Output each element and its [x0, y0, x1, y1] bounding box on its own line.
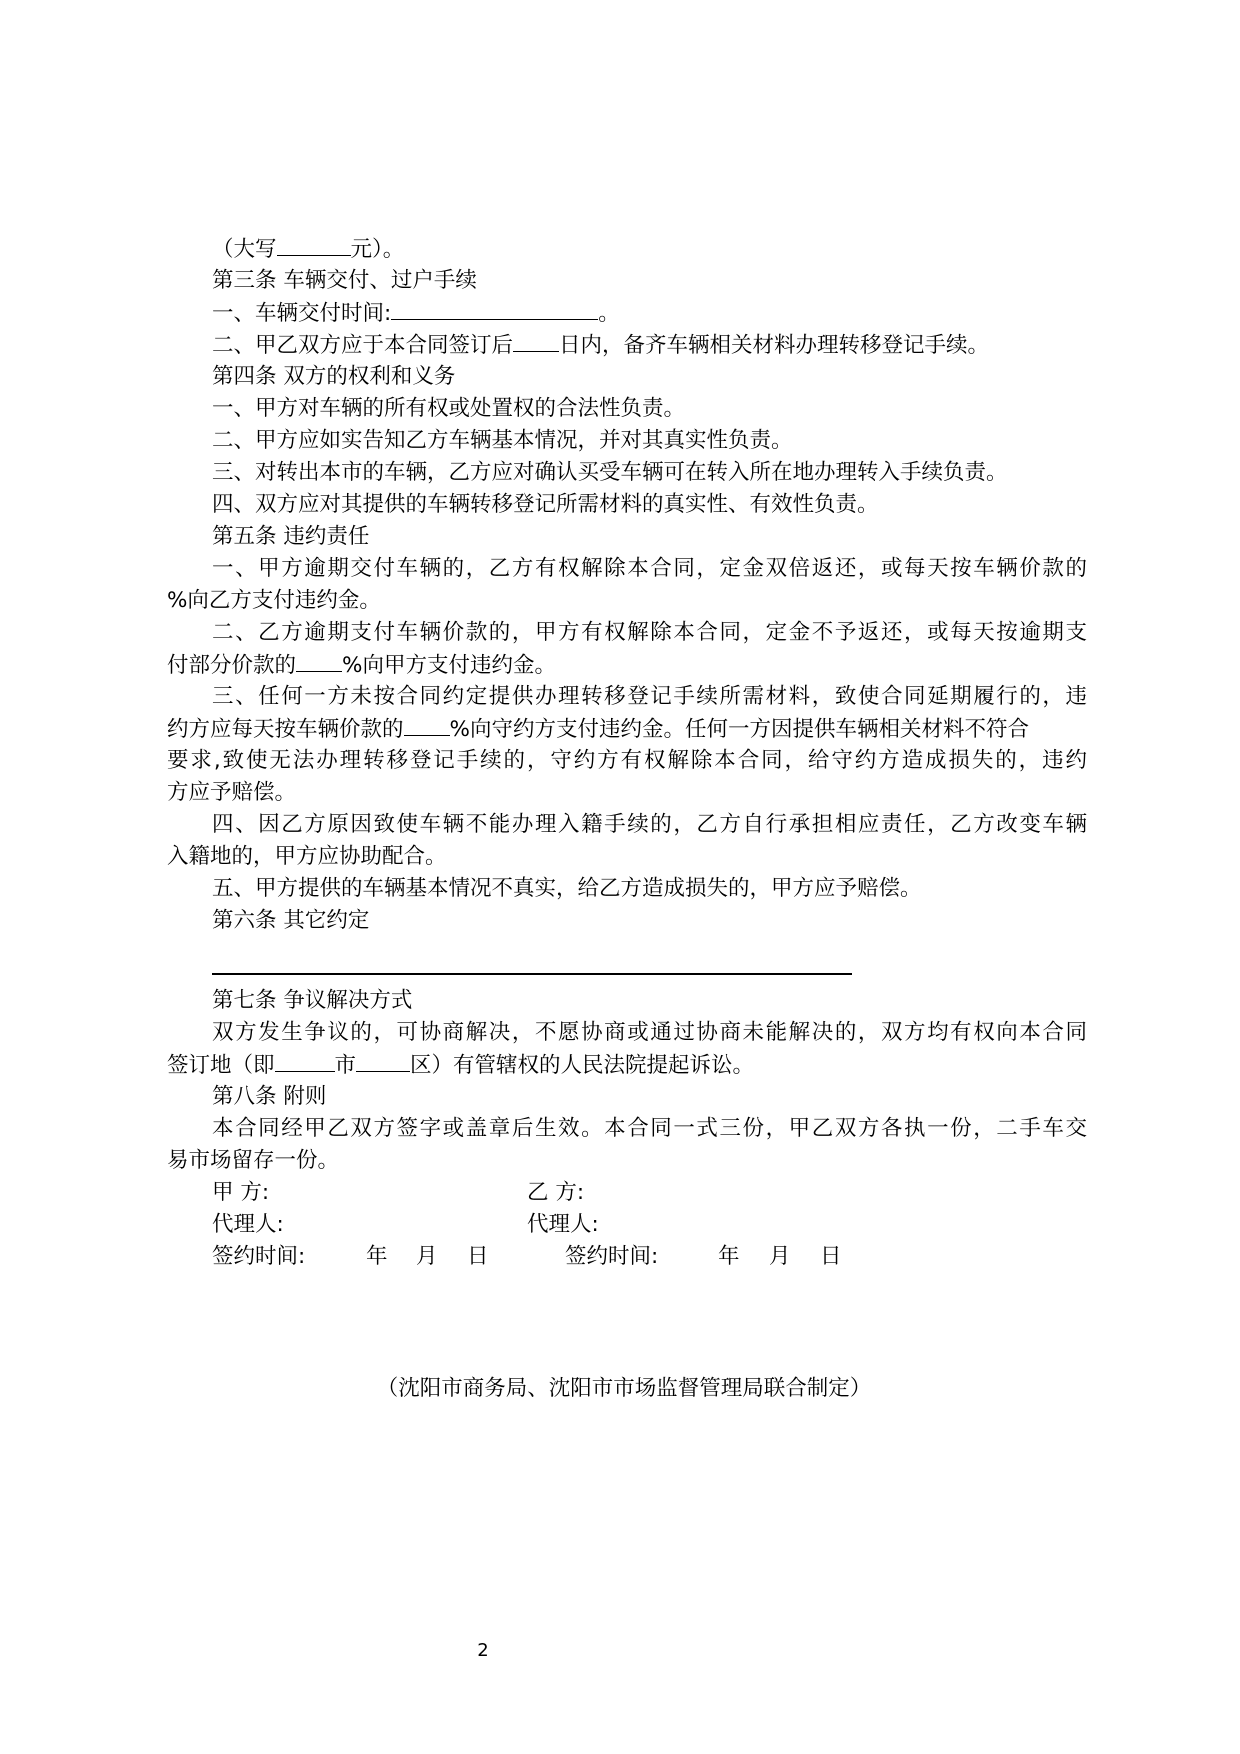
- clause-5-3-cont3: 方应予赔偿。: [167, 780, 297, 805]
- clause-5-3-cont2: 要求,致使无法办理转移登记手续的，守约方有权解除本合同，给守约方造成损失的，违约: [167, 748, 1087, 773]
- sign-date-a-day: 日: [467, 1244, 489, 1269]
- party-a-label: 甲 方:: [212, 1180, 270, 1205]
- agent-b-label: 代理人:: [527, 1212, 599, 1237]
- sign-date-a-label: 签约时间:: [212, 1244, 306, 1269]
- clause-4-2: 二、甲方应如实告知乙方车辆基本情况，并对其真实性负责。: [212, 428, 793, 453]
- clause-4-3: 三、对转出本市的车辆，乙方应对确认买受车辆可在转入所在地办理转入手续负责。: [212, 460, 1008, 485]
- issuer-footer: （沈阳市商务局、沈阳市市场监督管理局联合制定）: [376, 1376, 872, 1401]
- transfer-days-line: 二、甲乙双方应于本合同签订后 日内，备齐车辆相关材料办理转移登记手续。: [212, 329, 989, 362]
- district-blank: [356, 1049, 410, 1072]
- clause-8: 本合同经甲乙双方签字或盖章后生效。本合同一式三份，甲乙双方各执一份，二手车交: [212, 1116, 1087, 1141]
- clause-5-4: 四、因乙方原因致使车辆不能办理入籍手续的，乙方自行承担相应责任，乙方改变车辆: [212, 812, 1087, 837]
- clause-5-2-cont: 付部分价款的 %向甲方支付违约金。: [167, 649, 556, 682]
- amount-in-words-line: （大写 元）。: [212, 233, 404, 266]
- delivery-time-line: 一、车辆交付时间: 。: [212, 297, 620, 330]
- article-6-title: 第六条 其它约定: [212, 908, 370, 933]
- clause-7: 双方发生争议的，可协商解决，不愿协商或通过协商未能解决的，双方均有权向本合同: [212, 1020, 1087, 1045]
- clause-5-2: 二、乙方逾期支付车辆价款的，甲方有权解除本合同，定金不予返还，或每天按逾期支: [212, 620, 1087, 645]
- clause-5-4-cont: 入籍地的，甲方应协助配合。: [167, 844, 447, 869]
- other-terms-blank-line: [212, 973, 852, 975]
- page-number: 2: [477, 1640, 489, 1661]
- sign-date-b-day: 日: [820, 1244, 842, 1269]
- clause-7-cont: 签订地（即 市 区）有管辖权的人民法院提起诉讼。: [167, 1049, 754, 1082]
- article-4-title: 第四条 双方的权利和义务: [212, 364, 456, 389]
- clause-8-cont: 易市场留存一份。: [167, 1148, 340, 1173]
- party-b-label: 乙 方:: [527, 1180, 585, 1205]
- sign-date-b-month: 月: [769, 1244, 791, 1269]
- percent-blank: [296, 649, 342, 672]
- sign-date-a-month: 月: [416, 1244, 438, 1269]
- days-blank: [513, 329, 559, 352]
- clause-5-5: 五、甲方提供的车辆基本情况不真实，给乙方造成损失的，甲方应予赔偿。: [212, 876, 922, 901]
- clause-5-3-cont: 约方应每天按车辆价款的 %向守约方支付违约金。任何一方因提供车辆相关材料不符合: [167, 713, 1087, 746]
- clause-4-4: 四、双方应对其提供的车辆转移登记所需材料的真实性、有效性负责。: [212, 492, 879, 517]
- article-3-title: 第三条 车辆交付、过户手续: [212, 268, 477, 293]
- article-5-title: 第五条 违约责任: [212, 524, 370, 549]
- clause-5-1-cont: %向乙方支付违约金。: [167, 588, 381, 613]
- city-blank: [275, 1049, 335, 1072]
- clause-5-1: 一、甲方逾期交付车辆的，乙方有权解除本合同，定金双倍返还，或每天按车辆价款的: [212, 556, 1087, 581]
- sign-date-b-year: 年: [718, 1244, 740, 1269]
- amount-blank: [277, 233, 351, 256]
- agent-a-label: 代理人:: [212, 1212, 284, 1237]
- article-7-title: 第七条 争议解决方式: [212, 988, 413, 1013]
- delivery-time-blank: [391, 297, 598, 320]
- sign-date-b-label: 签约时间:: [565, 1244, 659, 1269]
- article-8-title: 第八条 附则: [212, 1084, 327, 1109]
- sign-date-a-year: 年: [366, 1244, 388, 1269]
- clause-5-3: 三、任何一方未按合同约定提供办理转移登记手续所需材料，致使合同延期履行的，违: [212, 684, 1087, 709]
- percent-blank: [404, 713, 450, 736]
- clause-4-1: 一、甲方对车辆的所有权或处置权的合法性负责。: [212, 396, 686, 421]
